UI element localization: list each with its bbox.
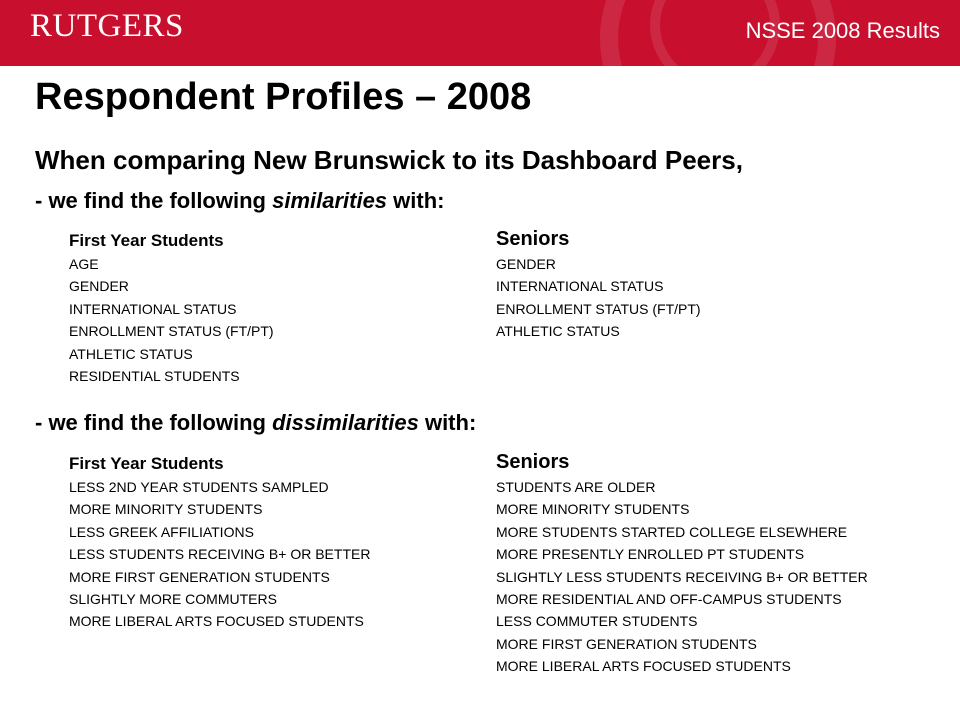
list-item: SLIGHTLY LESS STUDENTS RECEIVING B+ OR BETTER xyxy=(496,568,868,585)
list-item: MORE FIRST GENERATION STUDENTS xyxy=(69,568,330,585)
heading-suffix: with: xyxy=(418,410,477,435)
list-item: MORE LIBERAL ARTS FOCUSED STUDENTS xyxy=(69,613,364,630)
similarities-heading xyxy=(35,188,444,214)
list-item: INTERNATIONAL STATUS xyxy=(496,278,664,295)
list-item: MORE MINORITY STUDENTS xyxy=(496,501,690,518)
list-item: MORE STUDENTS STARTED COLLEGE ELSEWHERE xyxy=(496,523,848,540)
list-item: MORE FIRST GENERATION STUDENTS xyxy=(496,635,757,652)
list-item: MORE MINORITY STUDENTS xyxy=(69,501,263,518)
similarities-seniors-list xyxy=(496,253,701,343)
dissimilarities-seniors-column xyxy=(496,448,868,678)
heading-emphasis: similarities xyxy=(272,188,388,213)
dissimilarities-first-year-column xyxy=(69,451,370,633)
similarities-seniors-column xyxy=(496,225,701,343)
list-item: MORE PRESENTLY ENROLLED PT STUDENTS xyxy=(496,546,805,563)
list-item: AGE xyxy=(69,256,99,272)
list-item: STUDENTS ARE OLDER xyxy=(496,479,656,495)
list-item: SLIGHTLY MORE COMMUTERS xyxy=(69,590,277,607)
heading-prefix: - we find the following xyxy=(35,188,273,213)
similarities-first-year-list xyxy=(69,253,274,387)
header-banner xyxy=(0,0,960,66)
list-item: LESS GREEK AFFILIATIONS xyxy=(69,523,254,540)
dissimilarities-heading xyxy=(35,410,476,436)
heading-emphasis: dissimilarities xyxy=(272,410,419,435)
header-title: NSSE 2008 Results xyxy=(745,18,940,43)
dissimilarities-first-year-list xyxy=(69,476,370,633)
page-subtitle: When comparing New Brunswick to its Dashboard Peers, xyxy=(35,145,743,175)
list-item: LESS STUDENTS RECEIVING B+ OR BETTER xyxy=(69,546,371,563)
list-item: ENROLLMENT STATUS (FT/PT) xyxy=(496,300,701,317)
list-item: ENROLLMENT STATUS (FT/PT) xyxy=(69,323,274,340)
column-heading: Seniors xyxy=(496,451,570,473)
heading-prefix: - we find the following xyxy=(35,410,273,435)
column-heading: First Year Students xyxy=(69,231,224,250)
list-item: ATHLETIC STATUS xyxy=(69,345,193,362)
list-item: INTERNATIONAL STATUS xyxy=(69,300,237,317)
heading-suffix: with: xyxy=(387,188,445,213)
list-item: ATHLETIC STATUS xyxy=(496,323,620,340)
list-item: GENDER xyxy=(496,256,556,272)
column-heading: Seniors xyxy=(496,228,570,250)
list-item: GENDER xyxy=(69,278,129,295)
list-item: LESS 2ND YEAR STUDENTS SAMPLED xyxy=(69,479,329,495)
list-item: RESIDENTIAL STUDENTS xyxy=(69,367,240,384)
list-item: MORE LIBERAL ARTS FOCUSED STUDENTS xyxy=(496,658,791,675)
similarities-first-year-column xyxy=(69,228,274,387)
dissimilarities-seniors-list xyxy=(496,476,868,678)
column-heading: First Year Students xyxy=(69,454,224,473)
rutgers-logo: RUTGERS xyxy=(30,8,184,44)
page-title: Respondent Profiles – 2008 xyxy=(35,76,532,118)
list-item: MORE RESIDENTIAL AND OFF-CAMPUS STUDENTS xyxy=(496,590,842,607)
list-item: LESS COMMUTER STUDENTS xyxy=(496,613,698,630)
